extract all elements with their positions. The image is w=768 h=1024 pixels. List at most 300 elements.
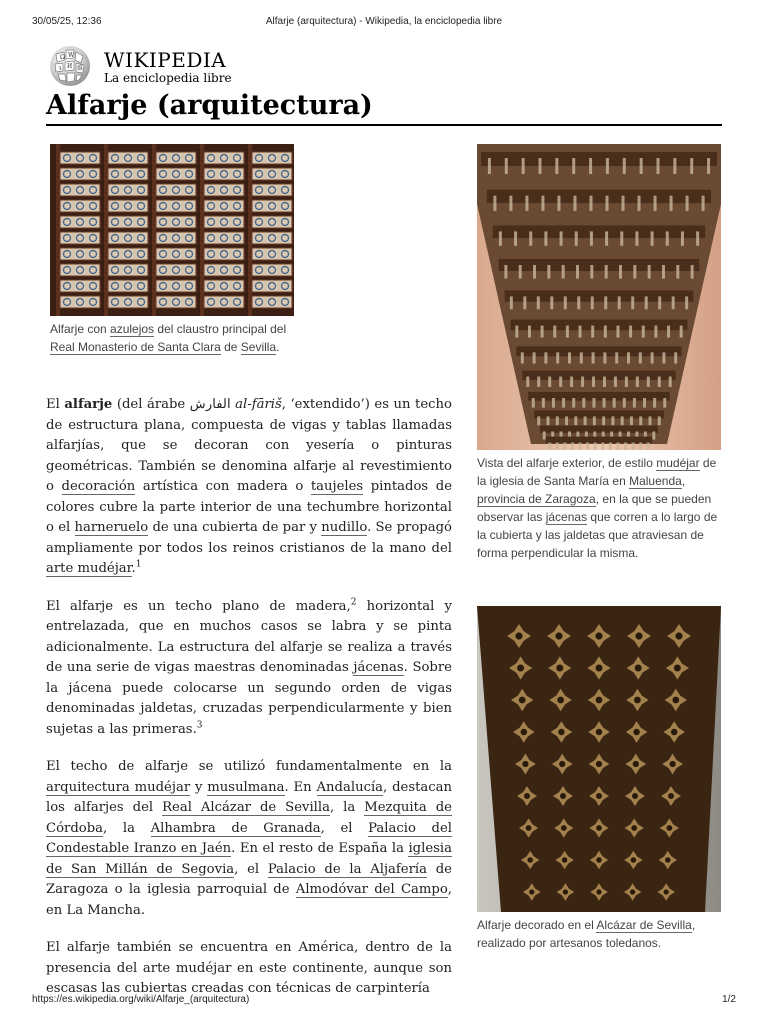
- star-center: [664, 889, 669, 894]
- star-center: [519, 697, 526, 704]
- jaldeta: [560, 231, 563, 245]
- tile-panel: [60, 264, 100, 276]
- star-center: [632, 793, 638, 799]
- jaldeta: [648, 416, 651, 425]
- star-center: [563, 889, 568, 894]
- jaldeta: [654, 326, 657, 338]
- jacena-beam: [522, 371, 675, 380]
- wikipedia-globe-icon: [46, 44, 96, 88]
- jaldeta: [674, 352, 677, 363]
- jaldeta: [562, 398, 565, 408]
- jaldeta: [557, 196, 560, 211]
- jaldeta: [572, 158, 575, 174]
- jaldeta: [614, 377, 617, 387]
- tile-panel: [60, 152, 100, 164]
- star-center: [560, 793, 566, 799]
- link-jacenas-body[interactable]: jácenas: [353, 660, 404, 675]
- star-center: [675, 632, 682, 639]
- tile-panel: [156, 168, 196, 180]
- jaldeta: [541, 196, 544, 211]
- jaldeta: [658, 416, 661, 425]
- link-sevilla[interactable]: Sevilla: [240, 340, 277, 354]
- jaldeta: [556, 443, 559, 450]
- jaldeta: [666, 231, 669, 245]
- link-harneruelo[interactable]: harneruelo: [74, 520, 149, 535]
- jaldeta: [639, 352, 642, 363]
- tile-panel: [60, 280, 100, 292]
- beam: [200, 144, 204, 316]
- jaldeta: [548, 377, 551, 387]
- reference-2[interactable]: 2: [350, 597, 357, 608]
- beam: [56, 144, 60, 316]
- jaldeta: [707, 158, 710, 174]
- jaldeta: [631, 296, 634, 309]
- paragraph-intro: El alfarje (del árabe الفارش al-fāriš, ‘extendido’) es un techo de estructura plana, compuesta de vigas y tablas llamadas alfarjías, que se decoran con yesería o pinturas geométricas. También se denomina alfarje al revestimiento o decoración artística con madera o taujeles pintados de colores cubre la parte interior de una techumbre horizontal o el harneruelo de una cubierta de par y nudillo. Se propagó ampliamente por todos los reinos cristianos de la mano del arte mudéjar.$^1$: [46, 397, 452, 576]
- tile-panel: [156, 200, 196, 212]
- star-center: [596, 793, 602, 799]
- jaldeta: [636, 377, 639, 387]
- jaldeta: [565, 416, 568, 425]
- link-musulmana[interactable]: musulmana: [207, 779, 285, 795]
- jaldeta: [680, 326, 683, 338]
- wikipedia-tagline: La enciclopedia libre: [104, 71, 232, 85]
- svg-text:維: 維: [77, 65, 84, 72]
- article-body: [46, 395, 452, 1017]
- tile-panel: [252, 296, 292, 308]
- jaldeta: [556, 416, 559, 425]
- jaldeta: [647, 443, 650, 450]
- wikipedia-wordmark: WIKIPEDIA: [104, 48, 227, 72]
- jaldeta: [603, 352, 606, 363]
- jaldeta: [515, 326, 518, 338]
- star-center: [555, 632, 562, 639]
- jaldeta: [548, 443, 551, 450]
- jaldeta: [562, 265, 565, 279]
- jaldeta: [635, 231, 638, 245]
- jaldeta: [577, 296, 580, 309]
- jaldeta: [568, 352, 571, 363]
- jaldeta: [544, 352, 547, 363]
- jaldeta: [543, 432, 546, 440]
- jaldeta: [539, 158, 542, 174]
- tile-panel: [108, 280, 148, 292]
- tile-panel: [60, 184, 100, 196]
- jaldeta: [547, 416, 550, 425]
- jaldeta: [570, 377, 573, 387]
- link-palacio-condestable-iranzo[interactable]: Palacio del Condestable Iranzo en Jaén: [46, 820, 453, 856]
- star-center: [558, 729, 564, 735]
- jaldeta: [605, 231, 608, 245]
- jaldeta: [553, 326, 556, 338]
- tile-panel: [156, 184, 196, 196]
- tile-panel: [156, 232, 196, 244]
- figure-caption: Vista del alfarje exterior, de estilo mudéjar de la iglesia de Santa María en Maluenda, provincia de Zaragoza, en la que se pueden observar las jácenas que corren a lo largo de la cubierta y las jaldetas que atraviesan de forma perpendicular la misma.: [477, 456, 718, 560]
- tile-panel: [156, 248, 196, 260]
- star-center: [517, 665, 524, 672]
- jaldeta: [691, 265, 694, 279]
- jaldeta: [573, 196, 576, 211]
- jacena-beam: [487, 190, 711, 203]
- jaldeta: [525, 196, 528, 211]
- jaldeta: [556, 352, 559, 363]
- link-taujeles[interactable]: taujeles: [310, 479, 364, 494]
- jaldeta: [670, 196, 673, 211]
- star-center: [631, 825, 637, 831]
- photo-alfarje-maluenda[interactable]: [477, 144, 721, 450]
- jaldeta: [541, 326, 544, 338]
- link-jacenas[interactable]: jácenas: [545, 510, 588, 524]
- star-center: [633, 761, 639, 767]
- star-center: [526, 825, 532, 831]
- link-mezquita-cordoba[interactable]: Mezquita de Córdoba: [46, 800, 452, 836]
- star-center: [596, 857, 602, 863]
- jaldeta: [563, 443, 566, 450]
- star-center: [522, 761, 528, 767]
- star-center: [630, 889, 635, 894]
- tile-panel: [60, 296, 100, 308]
- wikipedia-logo[interactable]: [46, 44, 246, 88]
- jaldeta: [618, 296, 621, 309]
- jaldeta: [685, 296, 688, 309]
- page-title: Alfarje (arquitectura): [46, 90, 722, 126]
- star-center: [665, 857, 671, 863]
- tile-panel: [204, 216, 244, 228]
- jaldeta: [514, 231, 517, 245]
- jaldeta: [590, 265, 593, 279]
- tile-panel: [60, 232, 100, 244]
- jaldeta: [658, 296, 661, 309]
- tile-panel: [108, 296, 148, 308]
- tile-panel: [204, 280, 244, 292]
- jacena-beam: [499, 259, 700, 271]
- jacena-beam: [546, 437, 652, 444]
- jaldeta: [550, 296, 553, 309]
- jacena-beam: [511, 320, 688, 331]
- jaldeta: [629, 326, 632, 338]
- tile-panel: [156, 216, 196, 228]
- jacena-beam: [528, 392, 670, 401]
- jaldeta: [493, 196, 496, 211]
- jaldeta: [566, 326, 569, 338]
- jaldeta: [645, 296, 648, 309]
- jaldeta: [624, 443, 627, 450]
- jaldeta: [673, 158, 676, 174]
- paragraph-structure: El alfarje es un techo plano de madera,$^2$ horizontal y entrelazada, que en muchos casos se labra y se pinta adicionalmente. La estructura del alfarje se realiza a través de una serie de vigas maestras denominadas jácenas. Sobre la jácena puede colocarse un segundo orden de vigas denominadas jaldetas, cruzadas perpendicularmente y bien sujetas a las primeras.$^3$: [46, 597, 452, 737]
- jaldeta: [533, 352, 536, 363]
- link-iglesia-san-millan[interactable]: iglesia de San Millán de Segovia: [46, 841, 452, 877]
- jaldeta: [547, 265, 550, 279]
- print-url: https://es.wikipedia.org/wiki/Alfarje_(arquitectura): [32, 994, 250, 1005]
- tile-panel: [108, 232, 148, 244]
- jaldeta: [592, 398, 595, 408]
- star-center: [635, 632, 642, 639]
- jaldeta: [651, 352, 654, 363]
- svg-text:Ω: Ω: [60, 54, 65, 61]
- tile-panel: [60, 168, 100, 180]
- tile-panel: [60, 200, 100, 212]
- jaldeta: [586, 443, 589, 450]
- tile-panel: [252, 184, 292, 196]
- jaldeta: [613, 398, 616, 408]
- tile-panel: [204, 232, 244, 244]
- beam: [248, 144, 252, 316]
- tile-panel: [108, 184, 148, 196]
- jaldeta: [702, 196, 705, 211]
- jaldeta: [537, 296, 540, 309]
- tile-panel: [204, 168, 244, 180]
- link-mudejar[interactable]: mudéjar: [656, 456, 700, 470]
- jaldeta: [544, 231, 547, 245]
- jaldeta: [606, 196, 609, 211]
- link-arte-mudejar[interactable]: arte mudéjar: [46, 561, 132, 576]
- tile-panel: [204, 296, 244, 308]
- paragraph-america: El alfarje también se encuentra en América, dentro de la presencia del arte mudéjar en este continente, aunque son escasas las cubiertas creadas con técnicas de carpintería: [46, 940, 452, 996]
- jaldeta: [676, 265, 679, 279]
- star-center: [667, 825, 673, 831]
- link-almodovar-del-campo[interactable]: Almodóvar del Campo: [295, 882, 448, 897]
- link-arquitectura-mudejar[interactable]: arquitectura mudéjar: [46, 779, 191, 795]
- star-center: [669, 761, 675, 767]
- svg-text:И: И: [67, 63, 73, 70]
- tile-panel: [252, 232, 292, 244]
- tile-panel: [204, 264, 244, 276]
- star-center: [671, 729, 677, 735]
- jaldeta: [532, 398, 535, 408]
- jacena-beam: [505, 290, 694, 301]
- photo-alfarje-alcazar[interactable]: [477, 606, 721, 912]
- jaldeta: [603, 398, 606, 408]
- jaldeta: [521, 352, 524, 363]
- star-center: [634, 697, 641, 704]
- jaldeta: [499, 231, 502, 245]
- star-center: [527, 857, 533, 863]
- tile-panel: [108, 168, 148, 180]
- star-center: [557, 697, 564, 704]
- jaldeta: [681, 231, 684, 245]
- jaldeta: [533, 265, 536, 279]
- print-footer: [32, 994, 736, 1008]
- jaldeta: [605, 265, 608, 279]
- jaldeta: [572, 398, 575, 408]
- jaldeta: [505, 158, 508, 174]
- tile-panel: [252, 152, 292, 164]
- jaldeta: [662, 265, 665, 279]
- jaldeta: [690, 158, 693, 174]
- tile-panel: [108, 248, 148, 260]
- star-center: [596, 889, 601, 894]
- jaldeta: [640, 158, 643, 174]
- jaldeta: [528, 326, 531, 338]
- tile-panel: [156, 280, 196, 292]
- jaldeta: [630, 416, 633, 425]
- star-center: [674, 665, 681, 672]
- jaldeta: [639, 443, 642, 450]
- jaldeta: [663, 398, 666, 408]
- jaldeta: [542, 398, 545, 408]
- jaldeta: [571, 443, 574, 450]
- jaldeta: [657, 158, 660, 174]
- jaldeta: [667, 326, 670, 338]
- jaldeta: [658, 377, 661, 387]
- jaldeta: [623, 158, 626, 174]
- jaldeta: [639, 416, 642, 425]
- jaldeta: [589, 158, 592, 174]
- photo-alfarje-azulejos[interactable]: [50, 144, 294, 316]
- jaldeta: [584, 416, 587, 425]
- tile-panel: [108, 216, 148, 228]
- star-center: [596, 697, 603, 704]
- jaldeta: [623, 398, 626, 408]
- jacena-beam: [534, 410, 664, 418]
- jaldeta: [581, 377, 584, 387]
- jaldeta: [519, 265, 522, 279]
- tile-panel: [108, 200, 148, 212]
- jaldeta: [696, 231, 699, 245]
- link-maluenda[interactable]: Maluenda: [629, 474, 682, 488]
- jacena-beam: [540, 426, 658, 433]
- figure-caption: Alfarje con azulejos del claustro principal del Real Monasterio de Santa Clara de Sevilla.: [50, 322, 287, 354]
- arabic-term: الفارش: [189, 397, 231, 412]
- star-center: [668, 793, 674, 799]
- link-andalucia[interactable]: Andalucía: [316, 779, 384, 795]
- jaldeta: [647, 377, 650, 387]
- jaldeta: [672, 296, 675, 309]
- jaldeta: [590, 231, 593, 245]
- jaldeta: [654, 196, 657, 211]
- jaldeta: [616, 326, 619, 338]
- link-real-monasterio-santa-clara[interactable]: Real Monasterio de Santa Clara: [50, 340, 221, 354]
- star-center: [672, 697, 679, 704]
- jaldeta: [592, 377, 595, 387]
- tile-panel: [252, 168, 292, 180]
- jaldeta: [669, 377, 672, 387]
- star-center: [559, 761, 565, 767]
- figure-alcazar-sevilla: [477, 606, 721, 952]
- jaldeta: [686, 196, 689, 211]
- jaldeta: [619, 265, 622, 279]
- jaldeta: [653, 398, 656, 408]
- star-center: [556, 665, 563, 672]
- jaldeta: [564, 296, 567, 309]
- print-header: [32, 16, 736, 30]
- jaldeta: [580, 352, 583, 363]
- jaldeta: [589, 196, 592, 211]
- jaldeta: [625, 377, 628, 387]
- tile-panel: [156, 152, 196, 164]
- reference-3[interactable]: 3: [196, 720, 203, 731]
- tile-panel: [108, 152, 148, 164]
- jacena-beam: [493, 225, 705, 238]
- figure-santa-clara: [50, 144, 294, 356]
- star-center: [596, 761, 602, 767]
- term-alfarje: alfarje: [64, 397, 113, 412]
- tile-panel: [60, 248, 100, 260]
- paragraph-usage: El techo de alfarje se utilizó fundamentalmente en la arquitectura mudéjar y musulmana. En Andalucía, destacan los alfarjes del Real Alcázar de Sevilla, la Mezquita de Córdoba, la Alhambra de Granada, el Palacio del Condestable Iranzo en Jaén. En el resto de España la iglesia de San Millán de Segovia, el Palacio de la Aljafería de Zaragoza o la iglesia parroquial de Almodóvar del Campo, en La Mancha.: [46, 759, 453, 918]
- reference-1[interactable]: 1: [135, 559, 142, 570]
- jaldeta: [602, 416, 605, 425]
- jaldeta: [633, 265, 636, 279]
- beam: [152, 144, 156, 316]
- jaldeta: [604, 326, 607, 338]
- print-page-title: Alfarje (arquitectura) - Wikipedia, la enciclopedia libre: [265, 16, 503, 27]
- jaldeta: [662, 352, 665, 363]
- jaldeta: [594, 443, 597, 450]
- jaldeta: [603, 377, 606, 387]
- link-azulejos[interactable]: azulejos: [110, 322, 155, 336]
- star-center: [521, 729, 527, 735]
- tile-panel: [156, 296, 196, 308]
- tile-panel: [156, 264, 196, 276]
- star-center: [529, 889, 534, 894]
- jaldeta: [537, 377, 540, 387]
- jaldeta: [642, 326, 645, 338]
- jaldeta: [606, 158, 609, 174]
- jaldeta: [552, 398, 555, 408]
- tile-panel: [252, 280, 292, 292]
- svg-text:ว: ว: [58, 65, 62, 72]
- link-real-alcazar-sevilla[interactable]: Real Alcázar de Sevilla: [162, 800, 330, 815]
- jacena-beam: [481, 152, 717, 166]
- jaldeta: [601, 443, 604, 450]
- jaldeta: [609, 443, 612, 450]
- jaldeta: [509, 196, 512, 211]
- tile-panel: [204, 184, 244, 196]
- link-alhambra-granada[interactable]: Alhambra de Granada: [150, 820, 321, 836]
- jaldeta: [638, 196, 641, 211]
- jaldeta: [616, 443, 619, 450]
- jaldeta: [633, 398, 636, 408]
- link-nudillo[interactable]: nudillo: [321, 520, 368, 535]
- jaldeta: [537, 416, 540, 425]
- link-alcazar-sevilla[interactable]: Alcázar de Sevilla: [596, 918, 692, 932]
- star-center: [596, 825, 602, 831]
- star-center: [595, 632, 602, 639]
- jaldeta: [611, 416, 614, 425]
- tile-panel: [252, 200, 292, 212]
- jaldeta: [622, 196, 625, 211]
- tile-panel: [204, 248, 244, 260]
- jaldeta: [593, 416, 596, 425]
- jaldeta: [627, 352, 630, 363]
- jaldeta: [579, 326, 582, 338]
- jaldeta: [555, 158, 558, 174]
- jaldeta: [643, 398, 646, 408]
- svg-text:W: W: [68, 52, 75, 59]
- jaldeta: [523, 296, 526, 309]
- jaldeta: [529, 231, 532, 245]
- jaldeta: [579, 443, 582, 450]
- link-decoracion[interactable]: decoración: [61, 479, 136, 494]
- jaldeta: [632, 443, 635, 450]
- print-datetime: 30/05/25, 12:36: [32, 16, 102, 27]
- tile-panel: [108, 264, 148, 276]
- star-center: [631, 857, 637, 863]
- star-center: [515, 632, 522, 639]
- jaldeta: [621, 416, 624, 425]
- jaldeta: [582, 398, 585, 408]
- jaldeta: [576, 265, 579, 279]
- star-center: [635, 665, 642, 672]
- jaldeta: [620, 231, 623, 245]
- link-palacio-aljaferia[interactable]: Palacio de la Aljafería: [267, 861, 427, 877]
- jaldeta: [652, 432, 655, 440]
- print-page-number: 1/2: [722, 994, 736, 1005]
- star-center: [561, 825, 567, 831]
- link-provincia-zaragoza[interactable]: provincia de Zaragoza: [477, 492, 596, 506]
- tile-panel: [252, 264, 292, 276]
- star-center: [633, 729, 639, 735]
- jaldeta: [488, 158, 491, 174]
